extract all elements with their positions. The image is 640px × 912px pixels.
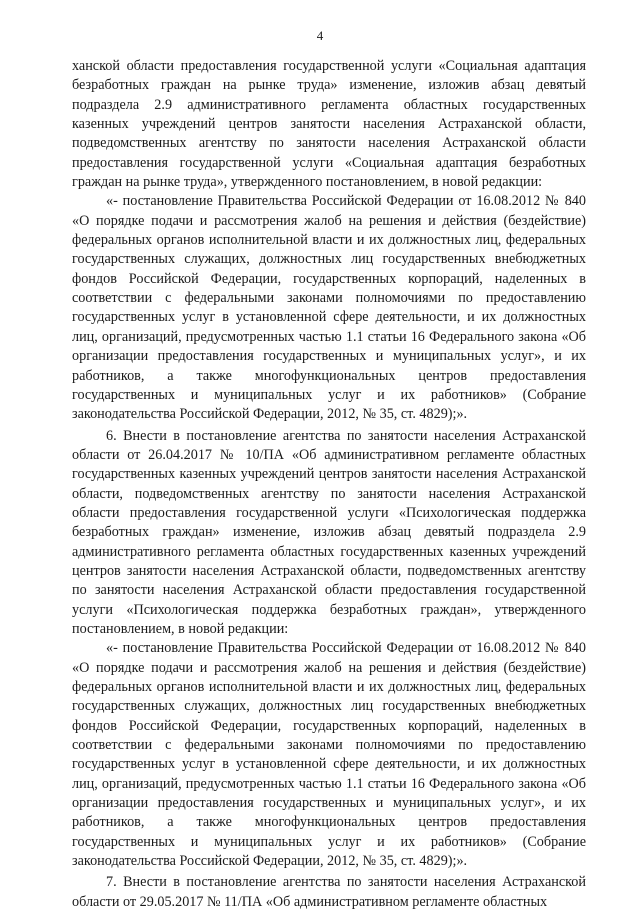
paragraph-item-7: 7. Внести в постановление агентства по занятости населения Астраханской области от 29.05.2017 № 11/ПА «Об административном регламенте областных (72, 874, 586, 910)
paragraph-item-6: 6. Внести в постановление агентства по занятости населения Астраханской области от 26.04.2017 № 10/ПА «Об административном регламенте областных государственных казенных учреждений центров занятости населения Астраханской области, подведомственных агентству по занятости населения Астраханской области предоставления государственной услуги «Психологическая поддержка безработных граждан» изменение, изложив абзац девятый подраздела 2.9 административного регламента областных государственных казенных учреждений центров занятости населения Астраханской области, подведомственных агентству по занятости населения Астраханской области предоставления государственной услуги «Психологическая поддержка безработных граждан», утвержденного постановлением, в новой редакции: (72, 427, 586, 637)
paragraph-quote-1: «- постановление Правительства Российской Федерации от 16.08.2012 № 840 «О порядке подачи и рассмотрения жалоб на решения и действия (бездействие) федеральных органов исполнительной власти и их должностных лиц, федеральных государственных служащих, должностных лиц государственных внебюджетных фондов Российской Федерации, государственных корпораций, наделенных в соответствии с федеральными законами полномочиями по предоставлению государственных услуг в установленной сфере деятельности, и их должностных лиц, организаций, предусмотренных частью 1.1 статьи 16 Федерального закона «Об организации предоставления государственных и муниципальных услуг», и их работников, а также многофункциональных центров предоставления государственных и муниципальных услуг и их работников» (Собрание законодательства Российской Федерации, 2012, № 35, ст. 4829);». (72, 193, 586, 423)
paragraph-quote-2: «- постановление Правительства Российской Федерации от 16.08.2012 № 840 «О порядке подачи и рассмотрения жалоб на решения и действия (бездействие) федеральных органов исполнительной власти и их должностных лиц, федеральных государственных служащих, должностных лиц государственных внебюджетных фондов Российской Федерации, государственных корпораций, наделенных в соответствии с федеральными законами полномочиями по предоставлению государственных услуг в установленной сфере деятельности, и их должностных лиц, организаций, предусмотренных частью 1.1 статьи 16 Федерального закона «Об организации предоставления государственных и муниципальных услуг», и их работников, а также многофункциональных центров предоставления государственных и муниципальных услуг и их работников» (Собрание законодательства Российской Федерации, 2012, № 35, ст. 4829);». (72, 640, 586, 870)
paragraph-continuation: ханской области предоставления государственной услуги «Социальная адаптация безработных граждан на рынке труда» изменение, изложив абзац девятый подраздела 2.9 административного регламента областных государственных казенных учреждений центров занятости населения Астраханской области, подведомственных агентству по занятости населения Астраханской области предоставления государственной услуги «Социальная адаптация безработных граждан на рынке труда», утвержденного постановлением, в новой редакции: (72, 58, 586, 191)
page-number: 4 (316, 28, 324, 43)
document-body (72, 57, 586, 912)
